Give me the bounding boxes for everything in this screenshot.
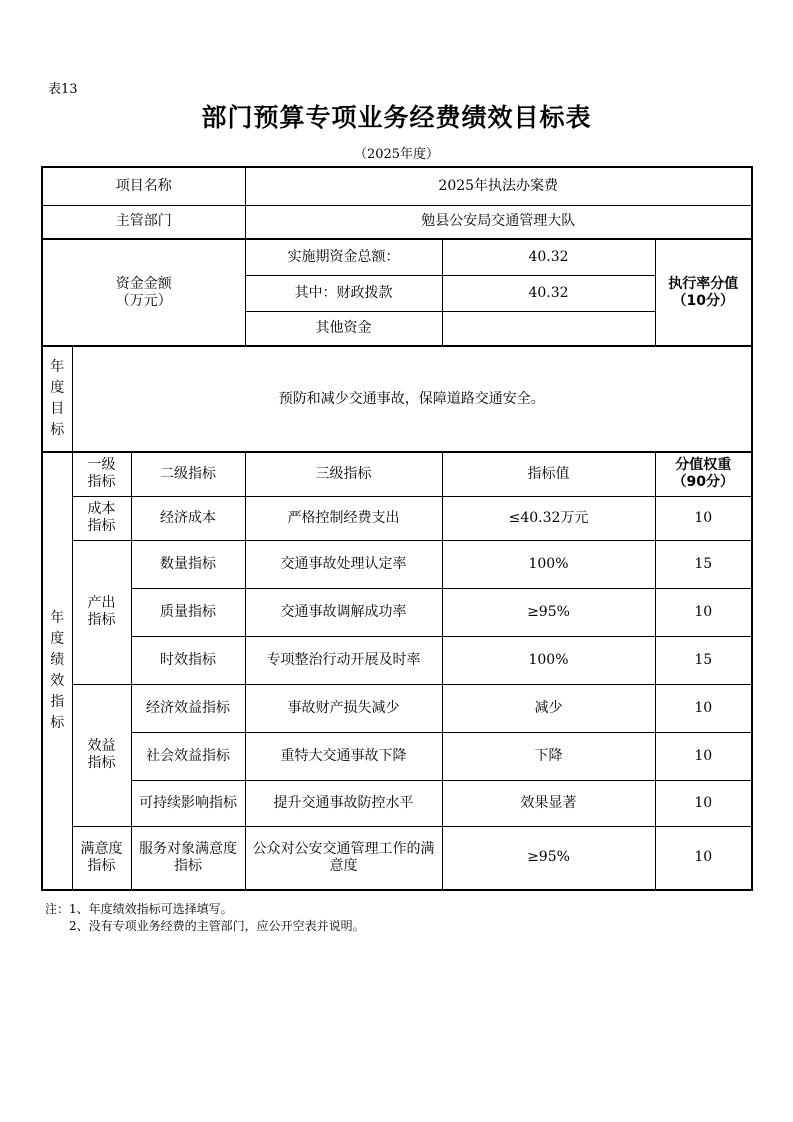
page-title: 部门预算专项业务经费绩效目标表 [201,103,592,132]
weight-cell: 10 [655,496,752,540]
level1-satisfaction: 满意度指标 [72,826,131,890]
level3-cell: 公众对公安交通管理工作的满意度 [245,826,442,890]
department-label: 主管部门 [42,205,245,239]
table-row [42,588,752,636]
table-row [42,732,752,780]
level2-cell: 时效指标 [131,636,245,684]
row-funds-total [42,239,752,275]
year-label: （2025年度） [353,147,440,162]
level2-cell: 经济成本 [131,496,245,540]
weight-cell: 15 [655,540,752,588]
level3-cell: 严格控制经费支出 [245,496,442,540]
weight-cell: 10 [655,684,752,732]
header-weight [655,452,752,496]
other-funds-label: 其他资金 [245,311,442,346]
weight-cell: 10 [655,826,752,890]
funds-total-value: 40.32 [442,239,655,275]
performance-target-table [41,166,753,891]
header-weight-line1: 分值权重 [675,457,732,474]
value-cell: ≥95% [442,826,655,890]
other-funds-value [442,311,655,346]
execution-rate-line1: 执行率分值 [668,275,739,292]
note-2: 2、没有专项业务经费的主管部门，应公开空表并说明。 [69,919,365,933]
annual-goal-text: 预防和减少交通事故，保障道路交通安全。 [72,346,752,452]
level2-cell: 社会效益指标 [131,732,245,780]
weight-cell: 10 [655,780,752,826]
level2-cell: 服务对象满意度指标 [131,826,245,890]
funds-total-label: 实施期资金总额： [245,239,442,275]
level2-cell: 数量指标 [131,540,245,588]
table-row [42,684,752,732]
level2-cell: 经济效益指标 [131,684,245,732]
value-cell: 100% [442,540,655,588]
table-row [42,636,752,684]
level3-cell: 重特大交通事故下降 [245,732,442,780]
note-1: 注：1、年度绩效指标可选择填写。 [45,902,233,916]
level1-cost: 成本指标 [72,496,131,540]
weight-cell: 15 [655,636,752,684]
value-cell: 下降 [442,732,655,780]
value-cell: ≤40.32万元 [442,496,655,540]
row-annual-goal [42,346,752,452]
table-row [42,780,752,826]
performance-indicators-label: 年度绩效指标 [42,452,72,890]
value-cell: ≥95% [442,588,655,636]
table-row [42,496,752,540]
header-level3: 三级指标 [245,452,442,496]
row-department [42,205,752,239]
level1-benefit: 效益指标 [72,684,131,826]
execution-rate-score [655,239,752,346]
table-number: 表13 [48,82,78,97]
value-cell: 100% [442,636,655,684]
project-name-value: 2025年执法办案费 [245,167,752,205]
level2-cell: 可持续影响指标 [131,780,245,826]
funds-label-line1: 资金金额 [115,275,172,292]
header-level1: 一级指标 [72,452,131,496]
header-level2: 二级指标 [131,452,245,496]
level3-cell: 专项整治行动开展及时率 [245,636,442,684]
funds-label [42,239,245,346]
value-cell: 减少 [442,684,655,732]
execution-rate-line2: （10分） [672,292,734,309]
level3-cell: 交通事故调解成功率 [245,588,442,636]
level2-cell: 质量指标 [131,588,245,636]
fiscal-funds-value: 40.32 [442,275,655,311]
department-value: 勉县公安局交通管理大队 [245,205,752,239]
row-project [42,167,752,205]
level3-cell: 事故财产损失减少 [245,684,442,732]
annual-goal-label: 年度目标 [42,346,72,452]
funds-label-line2: （万元） [115,292,172,309]
table-row [42,826,752,890]
table-row [42,540,752,588]
header-value: 指标值 [442,452,655,496]
header-weight-line2: （90分） [672,474,734,491]
indicator-header-row [42,452,752,496]
level3-cell: 提升交通事故防控水平 [245,780,442,826]
footnotes [45,901,365,935]
weight-cell: 10 [655,588,752,636]
level1-output: 产出指标 [72,540,131,684]
level3-cell: 交通事故处理认定率 [245,540,442,588]
project-name-label: 项目名称 [42,167,245,205]
value-cell: 效果显著 [442,780,655,826]
weight-cell: 10 [655,732,752,780]
fiscal-funds-label: 其中：财政拨款 [245,275,442,311]
